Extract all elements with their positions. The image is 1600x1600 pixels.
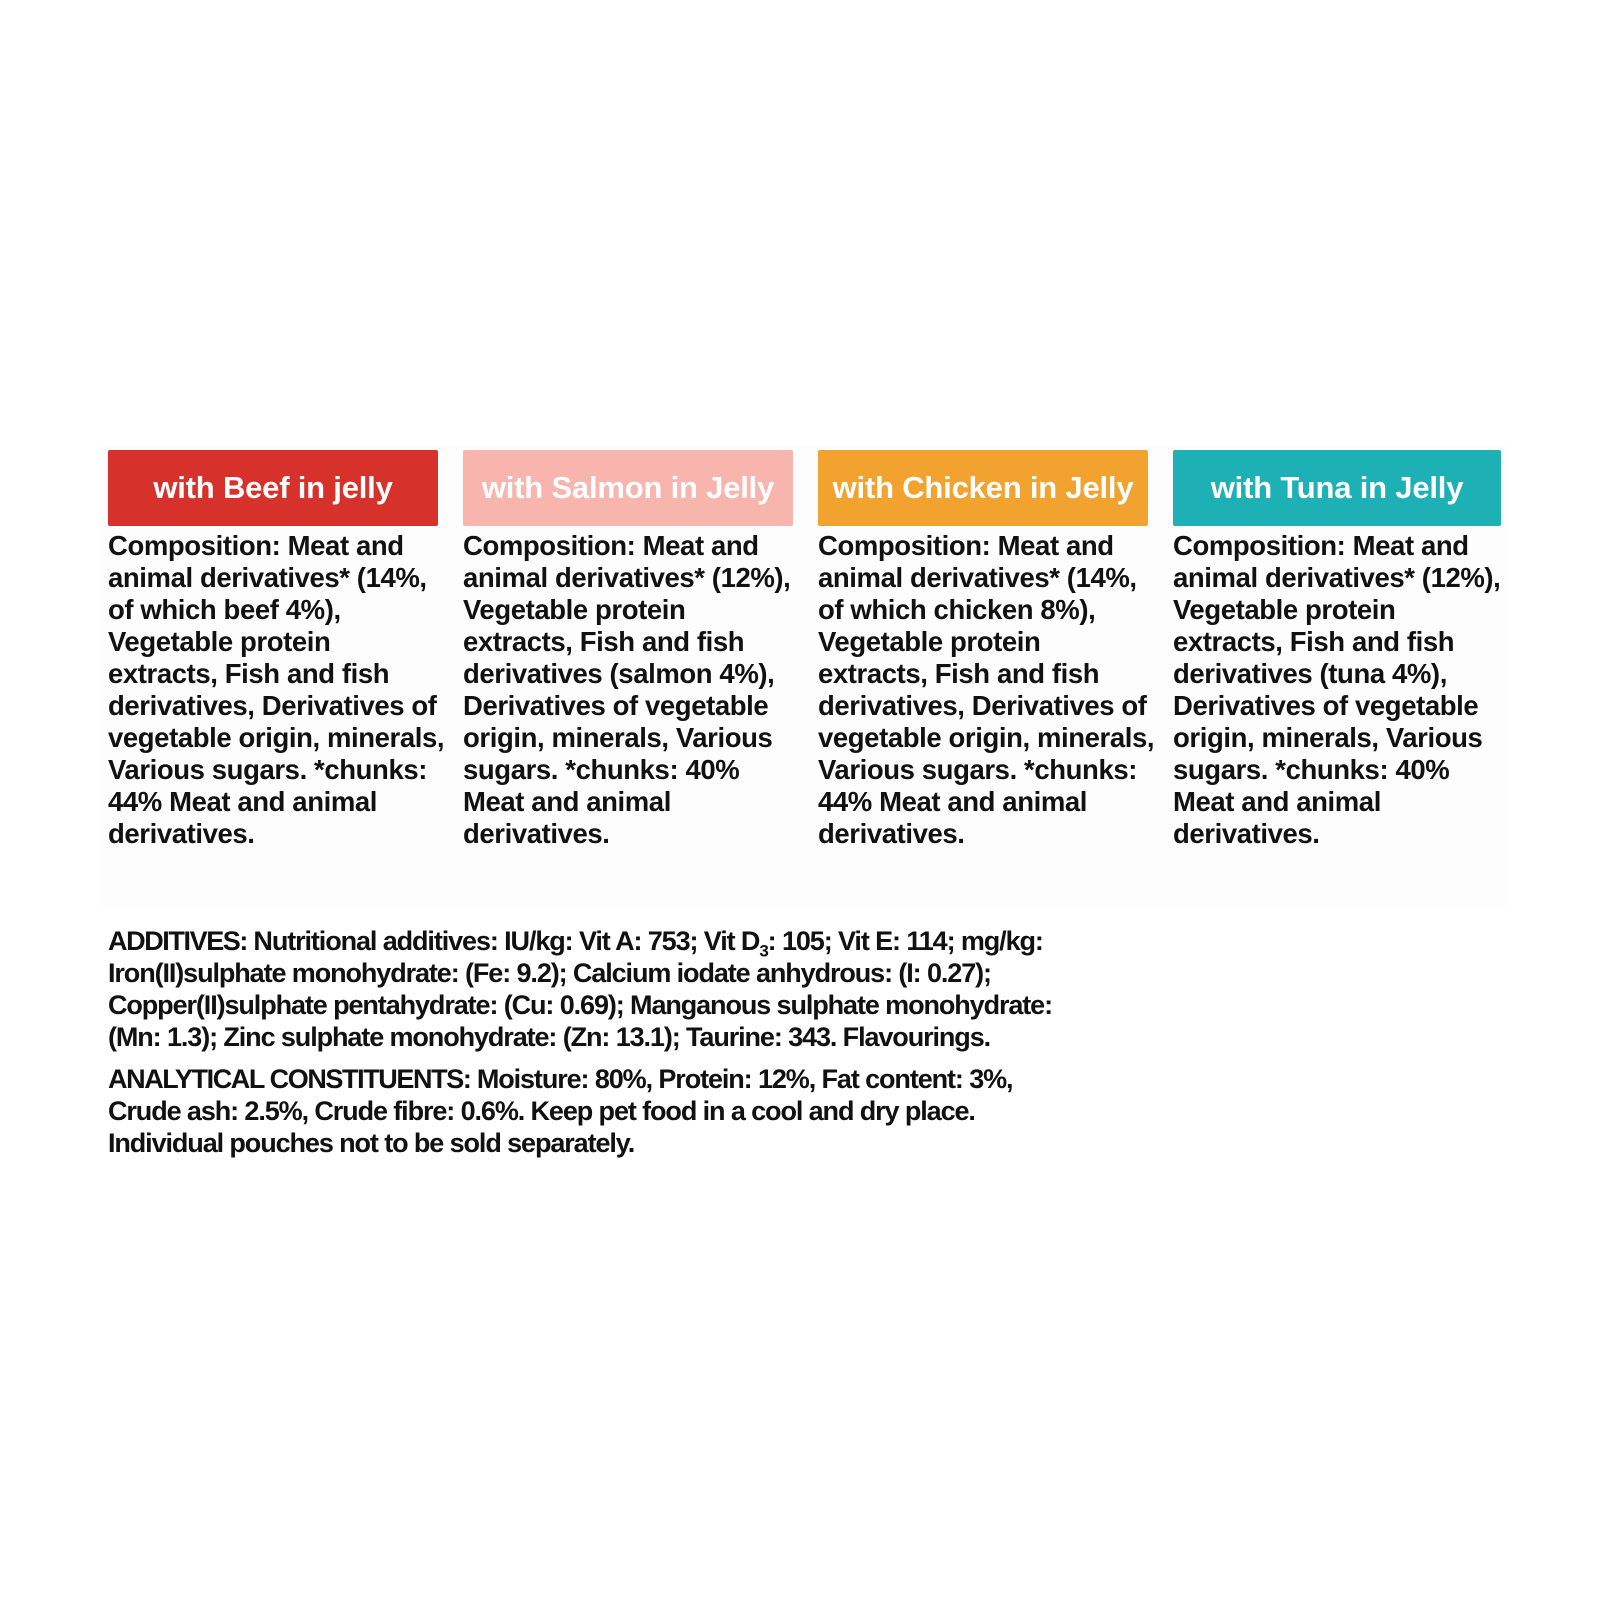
analytical-label: ANALYTICAL CONSTITUENTS: (108, 1064, 471, 1094)
analytical-paragraph (108, 1063, 1058, 1159)
variant-banner-tuna: with Tuna in Jelly (1173, 450, 1501, 526)
variant-tuna (1173, 450, 1511, 850)
additives-text-part2: : 105; Vit E: 114; mg/kg: Iron(II)sulphate monohydrate: (Fe: 9.2); Calcium iodate anhydrous: (I: 0.27); Copper(II)sulphate pentahydrate: (Cu: 0.69); Manganous sulphate monohydrate: (Mn: 1.3); Zinc sulphate monohydrate: (Zn: 13.1); Taurine: 343. Flavourings. (108, 926, 1052, 1052)
composition-tuna (1173, 530, 1511, 850)
composition-label: Composition: (1173, 530, 1346, 561)
variant-salmon (463, 450, 801, 850)
variant-beef (108, 450, 446, 850)
variant-chicken (818, 450, 1156, 850)
additives-section (108, 925, 1058, 1159)
composition-label: Composition: (463, 530, 636, 561)
variant-banner-beef: with Beef in jelly (108, 450, 438, 526)
variant-columns (108, 450, 1506, 850)
composition-label: Composition: (818, 530, 991, 561)
composition-text: Meat and animal derivatives* (14%, of which chicken 8%), Vegetable protein extracts, Fish and fish derivatives, Derivatives of vegetable origin, minerals, Various sugars. *chunks: 44% Meat and animal derivatives. (818, 530, 1155, 849)
analytical-text: Moisture: 80%, Protein: 12%, Fat content: 3%, Crude ash: 2.5%, Crude fibre: 0.6%. Keep pet food in a cool and dry place. Individual pouches not to be sold separately. (108, 1064, 1013, 1158)
composition-label: Composition: (108, 530, 281, 561)
composition-salmon (463, 530, 801, 850)
vitd-subscript: 3 (759, 941, 768, 961)
additives-label: ADDITIVES: (108, 926, 248, 956)
composition-beef (108, 530, 446, 850)
composition-text: Meat and animal derivatives* (14%, of which beef 4%), Vegetable protein extracts, Fish and fish derivatives, Derivatives of vegetable origin, minerals, Various sugars. *chunks: 44% Meat and animal derivatives. (108, 530, 445, 849)
variant-banner-chicken: with Chicken in Jelly (818, 450, 1148, 526)
composition-text: Meat and animal derivatives* (12%), Vegetable protein extracts, Fish and fish derivatives (tuna 4%), Derivatives of vegetable origin, minerals, Various sugars. *chunks: 40% Meat and animal derivatives. (1173, 530, 1501, 849)
composition-chicken (818, 530, 1156, 850)
variant-banner-salmon: with Salmon in Jelly (463, 450, 793, 526)
additives-text-part1: Nutritional additives: IU/kg: Vit A: 753; Vit D (253, 926, 760, 956)
composition-text: Meat and animal derivatives* (12%), Vegetable protein extracts, Fish and fish derivatives (salmon 4%), Derivatives of vegetable origin, minerals, Various sugars. *chunks: 40% Meat and animal derivatives. (463, 530, 791, 849)
additives-paragraph (108, 925, 1058, 1053)
